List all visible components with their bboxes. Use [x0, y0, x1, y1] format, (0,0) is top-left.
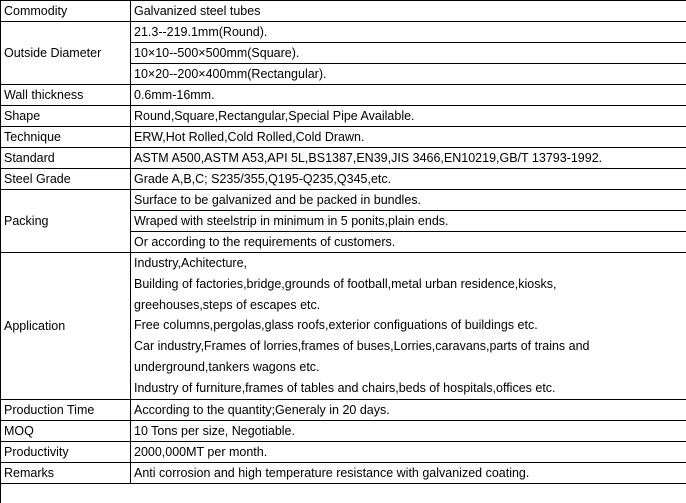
packing-label: Packing	[1, 190, 131, 253]
steel-grade-label: Steel Grade	[1, 169, 131, 190]
application-line: Industry of furniture,frames of tables and chairs,beds of hospitals,offices etc.	[134, 380, 556, 395]
productivity-value: 2000,000MT per month.	[131, 442, 686, 463]
remarks-label: Remarks	[1, 463, 131, 484]
application-line: Car industry,Frames of lorries,frames of buses,Lorries,caravans,parts of trains and	[134, 339, 590, 354]
technique-label: Technique	[1, 127, 131, 148]
standard-label: Standard	[1, 148, 131, 169]
application-line: Industry,Achitecture,	[134, 256, 248, 270]
shape-value: Round,Square,Rectangular,Special Pipe Available.	[131, 106, 686, 127]
production-time-label: Production Time	[1, 400, 131, 421]
application-label: Application	[1, 253, 131, 400]
packing-surface: Surface to be galvanized and be packed in bundles.	[131, 190, 686, 211]
production-time-value: According to the quantity;Generaly in 20 days.	[131, 400, 686, 421]
application-line: Building of factories,bridge,grounds of football,metal urban residence,kiosks,	[134, 276, 557, 291]
standard-value: ASTM A500,ASTM A53,API 5L,BS1387,EN39,JIS 3466,EN10219,GB/T 13793-1992.	[131, 148, 686, 169]
moq-value: 10 Tons per size, Negotiable.	[131, 421, 686, 442]
commodity-label: Commodity	[1, 1, 131, 22]
wall-thickness-label: Wall thickness	[1, 85, 131, 106]
wall-thickness-value: 0.6mm-16mm.	[131, 85, 686, 106]
application-line: greehouses,steps of escapes etc.	[134, 297, 321, 312]
outside-diameter-label: Outside Diameter	[1, 22, 131, 85]
moq-label: MOQ	[1, 421, 131, 442]
steel-grade-value: Grade A,B,C; S235/355,Q195-Q235,Q345,etc.	[131, 169, 686, 190]
application-line: underground,tankers wagons etc.	[134, 359, 320, 374]
productivity-label: Productivity	[1, 442, 131, 463]
outside-diameter-square: 10×10--500×500mm(Square).	[131, 43, 686, 64]
application-value	[131, 253, 686, 400]
application-line: Free columns,pergolas,glass roofs,exterior configuations of buildings etc.	[134, 318, 538, 333]
packing-requirements: Or according to the requirements of customers.	[131, 232, 686, 253]
packing-wrap: Wraped with steelstrip in minimum in 5 ponits,plain ends.	[131, 211, 686, 232]
outside-diameter-rectangular: 10×20--200×400mm(Rectangular).	[131, 64, 686, 85]
commodity-value: Galvanized steel tubes	[131, 1, 686, 22]
remarks-value: Anti corrosion and high temperature resistance with galvanized coating.	[131, 463, 686, 484]
technique-value: ERW,Hot Rolled,Cold Rolled,Cold Drawn.	[131, 127, 686, 148]
shape-label: Shape	[1, 106, 131, 127]
outside-diameter-round: 21.3--219.1mm(Round).	[131, 22, 686, 43]
